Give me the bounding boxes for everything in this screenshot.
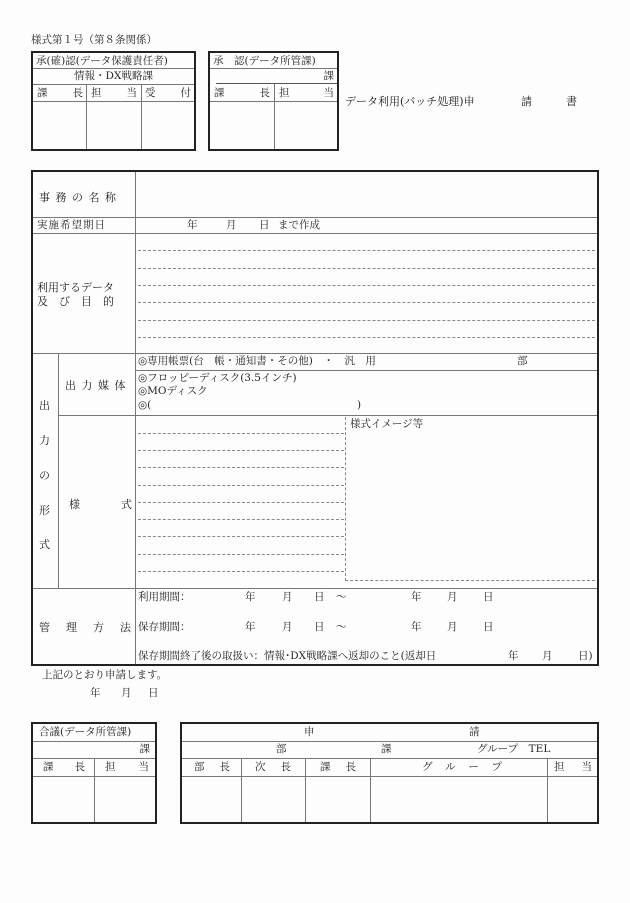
management-char-3: 方	[93, 621, 104, 634]
approval-2-stamp-chief[interactable]	[210, 102, 274, 149]
storage-period-end-year: 年	[411, 621, 422, 633]
approval-box-2-title: 承 認(データ所管課)	[213, 55, 316, 67]
consultation-stamp-staff[interactable]	[95, 777, 155, 822]
approval-box-1-col-chief: 課 長	[37, 87, 83, 99]
return-date-month: 月	[542, 650, 553, 662]
output-format-char-3: の	[39, 469, 50, 482]
document-title-part2: 請	[521, 95, 532, 108]
applicant-col-staff: 担 当	[554, 761, 592, 773]
usage-period-label: 利用期間：	[138, 591, 191, 603]
applicant-stamp-section-chief[interactable]	[306, 777, 370, 822]
approval-stamp-reception[interactable]	[142, 102, 194, 149]
usage-period-start-month: 月	[282, 591, 293, 603]
consultation-stamp-chief[interactable]	[33, 777, 94, 822]
consultation-box	[31, 722, 157, 824]
form-number: 様式第１号（第８条関係）	[31, 34, 157, 46]
approval-box-data-protection	[31, 51, 196, 151]
applicant-stamp-deputy[interactable]	[242, 777, 305, 822]
label-desired-date: 実施希望期日	[37, 219, 106, 231]
after-storage-text: 保存期間終了後の取扱い：情報･DX戦略課へ返却のこと(返却日	[138, 650, 437, 662]
media-option-dedicated-form[interactable]: ◎専用帳票(台 帳・通知書・その他) ・ 汎 用	[138, 355, 376, 367]
approval-box-2-col-chief: 課 長	[214, 87, 270, 99]
label-data-purpose-line1: 利用するデータ	[37, 281, 114, 294]
storage-period-end-month: 月	[447, 621, 458, 633]
output-format-char-4: 形	[39, 504, 50, 517]
approval-box-2-department: 課	[323, 70, 334, 82]
usage-period-end-month: 月	[447, 591, 458, 603]
applicant-col-section-chief: 課 長	[320, 761, 356, 773]
management-char-1: 管	[39, 621, 50, 634]
approval-stamp-staff[interactable]	[87, 102, 141, 149]
return-date-year: 年	[508, 650, 519, 662]
applicant-title-2: 請	[469, 726, 480, 738]
approval-box-data-owner	[208, 51, 339, 151]
application-date-month: 月	[121, 687, 132, 699]
approval-box-1-col-staff: 担 当	[91, 87, 137, 99]
label-output-media: 出 力 媒 体	[65, 379, 127, 392]
main-application-table	[31, 170, 599, 666]
management-char-4: 法	[120, 621, 131, 634]
media-option-floppy[interactable]: ◎フロッピーディスク(3.5インチ)	[138, 372, 297, 384]
style-input[interactable]	[137, 417, 345, 585]
usage-period-start-day: 日	[314, 591, 325, 603]
data-purpose-input[interactable]	[137, 234, 597, 352]
applicant-section: 課	[381, 743, 392, 755]
approval-box-1-title: 承(確)認(データ保護責任者)	[36, 55, 168, 67]
usage-period-end-year: 年	[411, 591, 422, 603]
consultation-title: 合議(データ所管課)	[39, 726, 132, 738]
consultation-col-chief: 課 長	[43, 761, 85, 773]
desired-date-day: 日	[259, 219, 270, 231]
application-statement: 上記のとおり申請します。	[42, 669, 168, 681]
application-date-year: 年	[90, 687, 101, 699]
application-date-day: 日	[148, 687, 159, 699]
approval-stamp-chief[interactable]	[33, 102, 86, 149]
style-image-area[interactable]	[345, 417, 595, 581]
return-date-day: 日)	[578, 650, 593, 662]
media-option-mo-disk[interactable]: ◎MOディスク	[138, 385, 208, 397]
consultation-col-staff: 担 当	[105, 761, 149, 773]
storage-period-label: 保存期間：	[138, 621, 191, 633]
label-task-name: 事 務 の 名 称	[39, 191, 117, 204]
media-copies-unit: 部	[517, 355, 528, 367]
label-style-right: 式	[121, 498, 132, 511]
applicant-box	[180, 722, 599, 824]
applicant-stamp-group[interactable]	[371, 777, 547, 822]
applicant-col-director: 部 長	[194, 761, 230, 773]
approval-box-1-col-reception: 受 付	[145, 87, 191, 99]
approval-box-2-col-staff: 担 当	[279, 87, 334, 99]
output-format-char-5: 式	[39, 538, 50, 551]
usage-period-tilde: ～	[336, 591, 347, 603]
media-option-other[interactable]: ◎(	[138, 399, 152, 411]
desired-date-suffix: まで作成	[278, 219, 320, 231]
approval-box-1-department: 情報・DX戦略課	[74, 70, 153, 82]
output-format-char-2: 力	[39, 434, 50, 447]
applicant-col-deputy: 次 長	[255, 761, 291, 773]
approval-2-stamp-staff[interactable]	[275, 102, 337, 149]
storage-period-start-day: 日	[314, 621, 325, 633]
desired-date-year: 年	[187, 219, 198, 231]
media-option-other-close: )	[357, 399, 362, 411]
document-title: データ利用(バッチ処理)申	[345, 95, 475, 108]
usage-period-start-year: 年	[245, 591, 256, 603]
storage-period-tilde: ～	[336, 621, 347, 633]
label-data-purpose-line2: 及 び 目 的	[37, 295, 114, 308]
storage-period-start-year: 年	[245, 621, 256, 633]
management-char-2: 理	[66, 621, 77, 634]
storage-period-start-month: 月	[282, 621, 293, 633]
label-style-left: 様	[69, 498, 80, 511]
style-image-note: 様式イメージ等	[350, 418, 424, 430]
usage-period-end-day: 日	[483, 591, 494, 603]
consultation-department: 課	[139, 743, 150, 755]
document-title-part3: 書	[566, 95, 577, 108]
label-management-method	[39, 622, 131, 633]
applicant-group-tel: グループ TEL	[477, 743, 551, 755]
desired-date-month: 月	[226, 219, 237, 231]
task-name-input[interactable]	[137, 172, 597, 216]
applicant-title-1: 申	[304, 726, 315, 738]
applicant-department: 部	[276, 743, 287, 755]
applicant-stamp-director[interactable]	[182, 777, 241, 822]
storage-period-end-day: 日	[483, 621, 494, 633]
applicant-col-group: グ ル ー プ	[422, 761, 502, 773]
output-format-char-1: 出	[39, 399, 50, 412]
applicant-stamp-staff[interactable]	[548, 777, 597, 822]
